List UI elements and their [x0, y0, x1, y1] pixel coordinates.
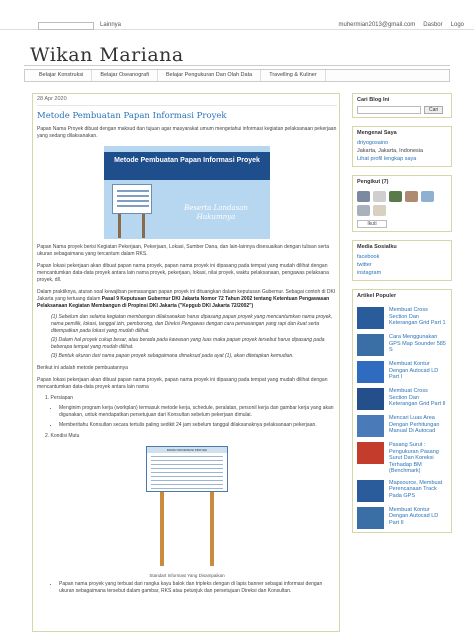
- post-hero-image[interactable]: [104, 146, 270, 239]
- list-item: • Papan nama proyek yang terbuat dari rangka kayu balok dan tripleks dengan di lapis banner sebagai informasi dengan ukuran sebagaimana tersebut dalam gambar, RKS atau petunjuk dan persetujuan Direksi dan Konsultan.: [59, 581, 337, 595]
- article-title-link[interactable]: Membuat Cross Section Dan Keterangan Grid Part 1: [389, 307, 446, 326]
- article-thumbnail[interactable]: [357, 415, 384, 437]
- instagram-link[interactable]: instagram: [357, 270, 382, 276]
- post-container: [32, 93, 340, 632]
- account-links: [339, 22, 465, 28]
- article-thumbnail[interactable]: [357, 307, 384, 329]
- social-widget: [352, 240, 452, 281]
- post-paragraph: Papan Nama proyek berisi Kegiatan Pekerjaan, Pekerjaan, Lokasi, Sumber Dana, dan lain-lainnya disesuaikan dengan tulisan serta ukuran sebagaimana yang tercantum dalam RKS.: [37, 244, 330, 257]
- popular-article-item[interactable]: [357, 480, 447, 502]
- widget-title: Mengenai Saya: [357, 130, 397, 136]
- hero-subtitle: Beserta Landasan Hukumnya: [184, 204, 248, 221]
- hero-board-illustration: [112, 184, 152, 214]
- widget-title: Pengikut (7): [357, 179, 389, 185]
- top-bar: [0, 0, 474, 30]
- nav-item-oseanografi[interactable]: Belajar Oseanografi: [92, 70, 158, 81]
- step-bullets: [37, 405, 337, 429]
- article-thumbnail[interactable]: [357, 361, 384, 383]
- account-email: muhermian2013@gmail.com: [338, 22, 416, 28]
- follower-avatar[interactable]: [373, 191, 386, 202]
- regulation-bold: Pasal 9 Keputusan Gubernur DKI Jakarta Nomor 72 Tahun 2002 tentang Ketentuan Pengawasan Pelaksanaan Kegiatan Membangun di Propinsi DKI Jakarta ("Kepgub DKI Jakarta 72/2002"): [37, 296, 330, 309]
- regulation-list: [37, 314, 337, 360]
- article-title-link[interactable]: Mencari Luas Area Dengan Perhitungan Manual Di Autocad: [389, 415, 440, 434]
- popular-article-item[interactable]: [357, 442, 447, 475]
- hero-title: Metode Pembuatan Papan Informasi Proyek: [114, 157, 260, 164]
- twitter-link[interactable]: twitter: [357, 262, 372, 268]
- article-thumbnail[interactable]: [357, 388, 384, 410]
- dashboard-link[interactable]: Dasbor: [423, 22, 443, 28]
- popular-article-item[interactable]: [357, 388, 447, 410]
- figure-caption: Standart Informasi Yang Disampaikan: [149, 573, 225, 578]
- article-title-link[interactable]: Pasang Surut : Pengukuran Pasang Surut Dan Koreksi Terhadap BM (Benchmark): [389, 442, 439, 474]
- article-thumbnail[interactable]: [357, 334, 384, 356]
- topbar-search-input[interactable]: [38, 22, 94, 30]
- followers-widget: [352, 175, 452, 232]
- author-name-link[interactable]: driyogosaino: [357, 140, 389, 146]
- list-item: • Memberitahu Konsultan secara tertulis paling sedikit 24 jam sebelum tanggal dilaksanaknya pelaksanaan pekerjaan.: [59, 422, 337, 429]
- list-item: (2) Dalam hal proyek cukup besar, atau berada pada kawasan yang luas maka papan proyek tersebut harus dipasang pada beberapa tempat yang mudah dilihat.: [51, 337, 325, 350]
- follower-avatar[interactable]: [421, 191, 434, 202]
- main-nav: [24, 69, 450, 82]
- follower-avatar[interactable]: [357, 191, 370, 202]
- blog-title[interactable]: Wikan Mariana: [30, 44, 184, 66]
- popular-article-item[interactable]: [357, 507, 447, 529]
- popular-article-item[interactable]: [357, 334, 447, 356]
- article-thumbnail[interactable]: [357, 442, 384, 464]
- profile-link[interactable]: Lihat profil lengkap saya: [357, 156, 417, 162]
- widget-title: Artikel Populer: [357, 293, 397, 299]
- method-intro: Berikut ini adalah metode pembuatannya: [37, 365, 128, 371]
- about-widget: [352, 126, 452, 167]
- step-heading: 2. Kondisi Mutu: [45, 433, 80, 439]
- follower-avatar[interactable]: [389, 191, 402, 202]
- list-item: • Menginim program kerja (workplan) termasuk metode kerja, schedule, peralatan, personil kerja dan gambar kerja yang akan digunakan, untuk mendapatkan persetujuan dari Konsultan sebelum pekerjaan dimulai.: [59, 405, 337, 419]
- blog-search-input[interactable]: [357, 106, 421, 114]
- logout-link[interactable]: Logo: [450, 22, 464, 28]
- article-title-link[interactable]: Membuat Cross Section Dan Keterangan Grid Part II: [389, 388, 446, 407]
- popular-article-item[interactable]: [357, 361, 447, 383]
- more-link[interactable]: Lainnya: [100, 22, 122, 28]
- sidebar: [352, 93, 452, 541]
- signboard-figure[interactable]: [144, 444, 230, 572]
- post-date: 28 Apr 2020: [37, 96, 337, 106]
- post-paragraph-regulation: [37, 289, 337, 310]
- article-title-link[interactable]: Mapsource, Membuat Perencanaan Track Pada GPS: [389, 479, 443, 499]
- search-button[interactable]: Cari: [424, 106, 443, 114]
- article-title-link[interactable]: Cara Menggunakan GPS Map Sounder 585 S: [389, 334, 446, 353]
- post-title[interactable]: Metode Pembuatan Papan Informasi Proyek: [37, 111, 227, 121]
- popular-articles-widget: [352, 289, 452, 533]
- signboard-header: PAPAN INFORMASI PROYEK: [147, 447, 227, 453]
- facebook-link[interactable]: facebook: [357, 254, 380, 260]
- list-item: (3) Bentuk ukuran dari nama papan proyek sebagaimana dimaksud pada ayat (1), akan ditetapkan kemudian.: [51, 353, 294, 359]
- regulation-text: Dalam praktiknya, aturan soal kewajiban pemasangan papan proyek ini dituangkan dalam keputusan Gubernur. Sebagai contoh di DKI Jakarta yang tertuang dalam: [37, 289, 336, 302]
- nav-item-pengukuran[interactable]: Belajar Pengukuran Dan Olah Data: [158, 70, 261, 81]
- widget-title: Cari Blog Ini: [357, 97, 390, 103]
- list-item: (1) Sebelum dan selama kegiatan membangun dilaksanakan harus dipasang papan proyek yang mencantumkan nama proyek, nama pemilik, lokasi, tanggal izin, pemborong, dan Direksi Pengawas dengan cara pemasangan yang rapi dan kuat serta ditempatkan pada lokasi yang mudah dilihat.: [51, 314, 333, 334]
- post-paragraph: Papan lokasi pekerjaan akan dibuat papan nama proyek, papan nama proyek ini dipasang pada tempat yang mudah dilihat dengan mencantumkan data-data proyek antara lain nama: [37, 377, 328, 390]
- author-location: Jakarta, Jakarta, Indonesia: [357, 148, 424, 154]
- widget-title: Media Sosialku: [357, 244, 397, 250]
- post-paragraph: Papan lokasi pekerjaan akan dibuat papan nama proyek, papan nama proyek ini dipasang pada tempat yang mudah dilihat dengan mencantumkan data-data proyek antara lain nama proyek, pekerjaan, lokasi, nilai proyek, waktu pelaksanaan, pengawas pelaksana proyek, dll.: [37, 263, 329, 283]
- follower-avatar[interactable]: [373, 205, 386, 216]
- followers-grid: [357, 191, 447, 216]
- signboard: [146, 446, 228, 492]
- popular-article-item[interactable]: [357, 415, 447, 437]
- article-title-link[interactable]: Membuat Kontur Dengan Autocad LD Part II: [389, 506, 439, 526]
- nav-item-konstruksi[interactable]: Belajar Konstruksi: [31, 70, 92, 81]
- follow-button[interactable]: Ikuti: [357, 220, 387, 228]
- follower-avatar[interactable]: [357, 205, 370, 216]
- header-divider: [24, 65, 450, 66]
- post-intro: Papan Nama Proyek dibuat dengan maksud dan tujuan agar masyarakat umum mengetahui informasi kegiatan pelaksanaan pekerjaan yang sedang dilaksanakan.: [37, 126, 337, 139]
- article-title-link[interactable]: Membuat Kontur Dengan Autocad LD Part I: [389, 361, 439, 380]
- search-widget: [352, 93, 452, 118]
- popular-article-item[interactable]: [357, 307, 447, 329]
- article-thumbnail[interactable]: [357, 507, 384, 529]
- nav-item-travelling[interactable]: Travelling & Kuliner: [261, 70, 325, 81]
- follower-avatar[interactable]: [405, 191, 418, 202]
- article-thumbnail[interactable]: [357, 480, 384, 502]
- step-heading: 1. Persiapan: [45, 395, 74, 401]
- popular-articles-list: [357, 307, 447, 529]
- step-bullets: [37, 581, 337, 595]
